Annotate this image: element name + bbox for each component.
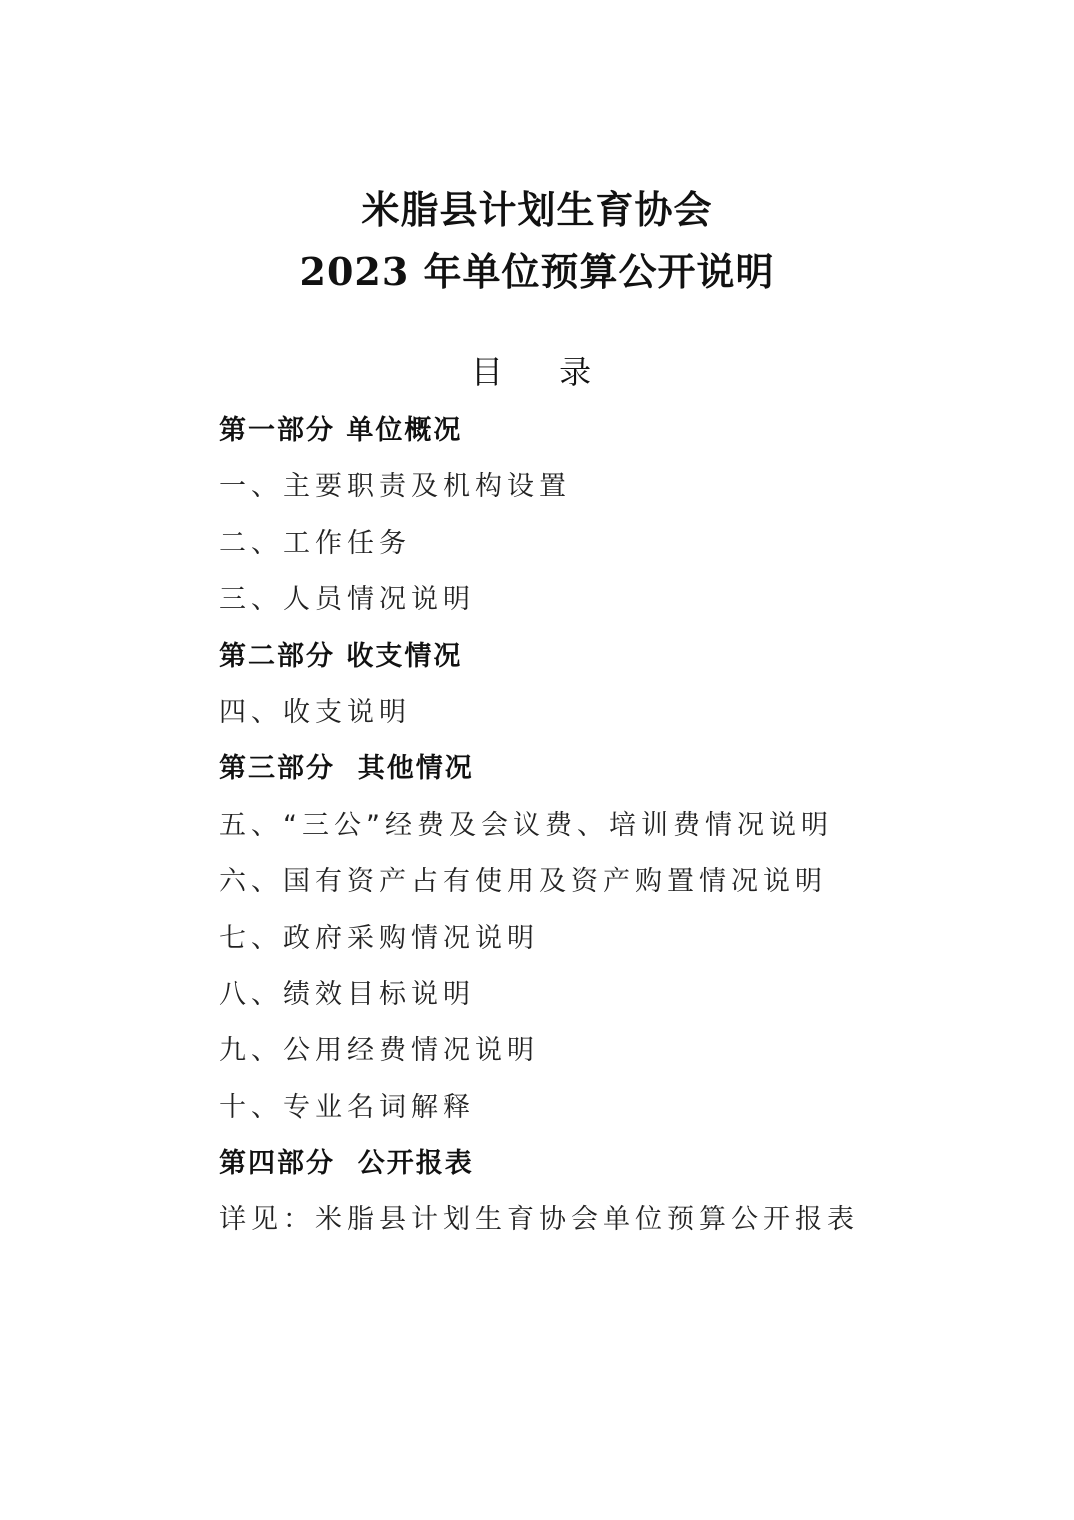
document-title-line-1: 米脂县计划生育协会 — [361, 187, 713, 232]
toc-part-2: 第二部分 收支情况 — [219, 640, 463, 672]
toc-item-8: 八、绩效目标说明 — [219, 978, 475, 1010]
toc-see-also: 详见：米脂县计划生育协会单位预算公开报表 — [219, 1204, 859, 1236]
toc-item-6: 六、国有资产占有使用及资产购置情况说明 — [219, 866, 827, 898]
table-of-contents — [219, 409, 1039, 1255]
toc-item-1: 一、主要职责及机构设置 — [219, 471, 571, 503]
toc-part-1: 第一部分 单位概况 — [219, 415, 463, 446]
toc-item-2: 二、工作任务 — [219, 527, 411, 559]
toc-part-4: 第四部分 公开报表 — [219, 1148, 474, 1180]
toc-heading: 目 录 — [470, 353, 604, 391]
toc-item-4: 四、收支说明 — [219, 696, 411, 728]
document-title-line-2: 2023 年单位预算公开说明 — [299, 249, 775, 294]
toc-item-10: 十、专业名词解释 — [219, 1091, 475, 1123]
toc-item-3: 三、人员情况说明 — [219, 584, 475, 616]
toc-item-7: 七、政府采购情况说明 — [219, 922, 539, 954]
toc-part-3: 第三部分 其他情况 — [219, 753, 474, 785]
toc-item-9: 九、公用经费情况说明 — [219, 1035, 539, 1067]
toc-item-5: 五、“三公”经费及会议费、培训费情况说明 — [219, 809, 833, 841]
